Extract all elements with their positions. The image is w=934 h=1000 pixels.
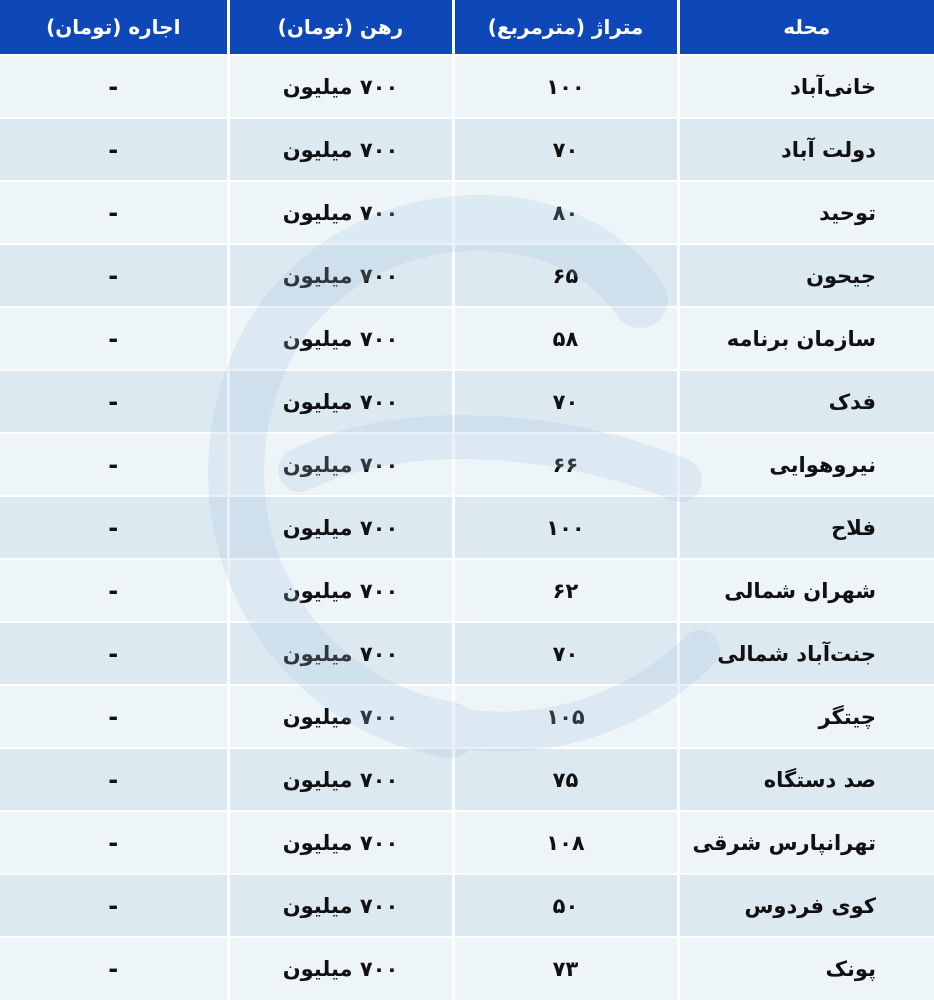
- cell-size: ۱۰۰: [453, 55, 678, 118]
- table-row: [0, 559, 934, 622]
- cell-size: ۱۰۰: [453, 496, 678, 559]
- cell-mortgage: ۷۰۰ میلیون: [228, 55, 453, 118]
- table-row: [0, 307, 934, 370]
- cell-rent: -: [0, 118, 228, 181]
- table-row: [0, 55, 934, 118]
- cell-rent: -: [0, 937, 228, 1000]
- table-row: [0, 748, 934, 811]
- cell-mortgage: ۷۰۰ میلیون: [228, 937, 453, 1000]
- cell-mortgage: ۷۰۰ میلیون: [228, 433, 453, 496]
- cell-mortgage: ۷۰۰ میلیون: [228, 370, 453, 433]
- cell-size: ۵۰: [453, 874, 678, 937]
- cell-area: کوی فردوس: [678, 874, 934, 937]
- cell-area: جنت‌آباد شمالی: [678, 622, 934, 685]
- cell-size: ۵۸: [453, 307, 678, 370]
- cell-mortgage: ۷۰۰ میلیون: [228, 244, 453, 307]
- cell-size: ۶۲: [453, 559, 678, 622]
- header-area: محله: [678, 0, 934, 55]
- cell-size: ۷۳: [453, 937, 678, 1000]
- table-row: [0, 811, 934, 874]
- cell-mortgage: ۷۰۰ میلیون: [228, 748, 453, 811]
- header-rent: اجاره (تومان): [0, 0, 228, 55]
- cell-rent: -: [0, 811, 228, 874]
- cell-size: ۷۰: [453, 370, 678, 433]
- cell-area: توحید: [678, 181, 934, 244]
- cell-rent: -: [0, 433, 228, 496]
- cell-rent: -: [0, 181, 228, 244]
- table-row: [0, 874, 934, 937]
- table-row: [0, 244, 934, 307]
- cell-rent: -: [0, 370, 228, 433]
- cell-rent: -: [0, 496, 228, 559]
- header-mortgage: رهن (تومان): [228, 0, 453, 55]
- cell-area: شهران شمالی: [678, 559, 934, 622]
- cell-rent: -: [0, 748, 228, 811]
- cell-size: ۷۵: [453, 748, 678, 811]
- table-row: [0, 118, 934, 181]
- cell-area: خانی‌آباد: [678, 55, 934, 118]
- cell-mortgage: ۷۰۰ میلیون: [228, 559, 453, 622]
- cell-size: ۷۰: [453, 118, 678, 181]
- cell-area: فدک: [678, 370, 934, 433]
- cell-rent: -: [0, 874, 228, 937]
- cell-area: سازمان برنامه: [678, 307, 934, 370]
- table-header-row: [0, 0, 934, 55]
- cell-mortgage: ۷۰۰ میلیون: [228, 622, 453, 685]
- table-row: [0, 433, 934, 496]
- table-row: [0, 181, 934, 244]
- cell-area: دولت آباد: [678, 118, 934, 181]
- cell-size: ۶۵: [453, 244, 678, 307]
- cell-size: ۸۰: [453, 181, 678, 244]
- cell-mortgage: ۷۰۰ میلیون: [228, 496, 453, 559]
- table-row: [0, 370, 934, 433]
- cell-size: ۱۰۵: [453, 685, 678, 748]
- cell-mortgage: ۷۰۰ میلیون: [228, 874, 453, 937]
- cell-rent: -: [0, 559, 228, 622]
- cell-size: ۷۰: [453, 622, 678, 685]
- cell-mortgage: ۷۰۰ میلیون: [228, 307, 453, 370]
- cell-mortgage: ۷۰۰ میلیون: [228, 685, 453, 748]
- cell-area: فلاح: [678, 496, 934, 559]
- cell-rent: -: [0, 307, 228, 370]
- table-row: [0, 937, 934, 1000]
- cell-area: جیحون: [678, 244, 934, 307]
- table-row: [0, 685, 934, 748]
- cell-size: ۶۶: [453, 433, 678, 496]
- cell-rent: -: [0, 55, 228, 118]
- cell-area: چیتگر: [678, 685, 934, 748]
- cell-area: صد دستگاه: [678, 748, 934, 811]
- header-size: متراژ (مترمربع): [453, 0, 678, 55]
- cell-size: ۱۰۸: [453, 811, 678, 874]
- cell-mortgage: ۷۰۰ میلیون: [228, 811, 453, 874]
- table-row: [0, 622, 934, 685]
- cell-rent: -: [0, 685, 228, 748]
- cell-rent: -: [0, 244, 228, 307]
- cell-rent: -: [0, 622, 228, 685]
- cell-area: پونک: [678, 937, 934, 1000]
- cell-area: تهرانپارس شرقی: [678, 811, 934, 874]
- cell-area: نیروهوایی: [678, 433, 934, 496]
- table-row: [0, 496, 934, 559]
- cell-mortgage: ۷۰۰ میلیون: [228, 118, 453, 181]
- cell-mortgage: ۷۰۰ میلیون: [228, 181, 453, 244]
